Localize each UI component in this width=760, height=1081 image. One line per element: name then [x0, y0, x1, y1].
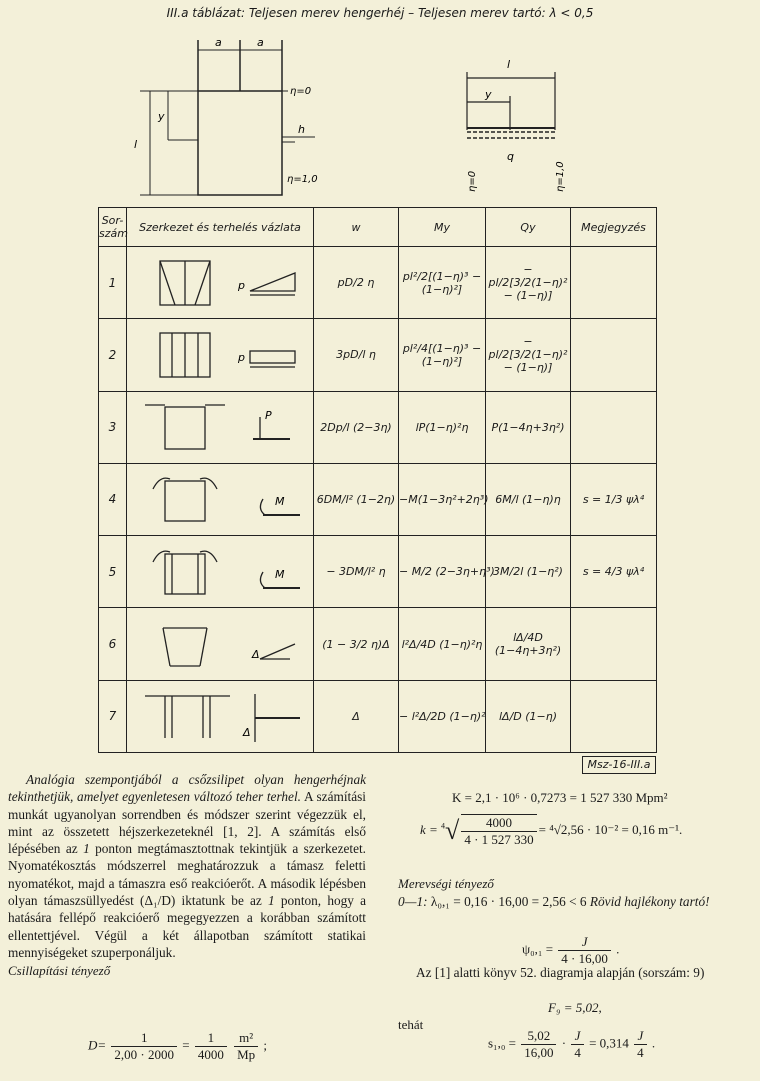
qy-formula: lΔ/D (1−η): [486, 680, 571, 752]
word-tehat: tehát: [398, 1017, 424, 1032]
row-sketch: [127, 463, 314, 535]
dim-y-right: y: [485, 88, 492, 101]
row-number: 1: [99, 247, 127, 319]
eta-one-label: η=1,0: [287, 174, 318, 185]
denominator: 4: [574, 1045, 581, 1060]
table-row: [99, 319, 657, 391]
load-label: M: [275, 567, 285, 581]
header-sketch: Szerkezet és terhelés vázlata: [127, 208, 314, 247]
w-formula: 6DM/l² (1−2η): [314, 463, 399, 535]
note: [571, 247, 657, 319]
row-sketch: [127, 319, 314, 391]
load-label: Δ: [252, 648, 260, 662]
eta-one-right: η=1,0: [555, 161, 566, 192]
row-number: 5: [99, 536, 127, 608]
qy-formula: 6M/l (1−η)η: [486, 463, 571, 535]
eq-k-frac: [461, 814, 536, 848]
equals: =: [182, 1037, 190, 1053]
equation-D: [88, 1030, 267, 1063]
table-header-row: [99, 208, 657, 247]
sketch-7: [135, 686, 305, 746]
my-formula: −M(1−3η²+2η³): [399, 463, 486, 535]
denominator: 4: [637, 1045, 644, 1060]
w-formula: 3pD/l η: [314, 319, 399, 391]
my-formula: pl²/2[(1−η)³ − (1−η)²]: [399, 247, 486, 319]
row-sketch: [127, 391, 314, 463]
load-label: p: [238, 278, 245, 292]
denominator: 2,00 · 2000: [114, 1047, 175, 1062]
header-qy: Qy: [486, 208, 571, 247]
eq-k-lhs: k =: [420, 821, 438, 837]
eq-s-frac-3: [634, 1028, 647, 1061]
table-row: [99, 680, 657, 752]
sketch-1: [135, 253, 305, 313]
paragraph-1-text: A számítási munkát ugyanolyan sorrendben és módszer szerint végezzük el, mint az összetett héjszerkezeteknél [1, 2]. A számítás első lépésében az: [8, 789, 366, 857]
equals-value: = 0,314: [589, 1035, 629, 1051]
row-number: 2: [99, 319, 127, 391]
root-index: 4: [441, 821, 446, 831]
my-formula: l²Δ/4D (1−η)²η: [399, 608, 486, 680]
row-sketch: [127, 247, 314, 319]
numerator: J: [571, 1028, 584, 1045]
numerator: 4000: [461, 815, 536, 832]
numerator: 1: [111, 1030, 177, 1047]
paragraph-1-text-2: ponton megtámasztottnak tekintjük a szerkezetet. Nyomatékosztás módszerrel meghatározzuk a támasz feletti nyomatékot, majd a támaszra eső reakcióerőt. A második lépésben olyan támaszsüllyedést (Δ₁/D) iktatunk be az: [8, 841, 367, 909]
times: ·: [561, 1035, 567, 1051]
numerator: J: [634, 1028, 647, 1045]
formula-table: [98, 207, 657, 753]
short-flexible-note: Rövid hajlékony tartó!: [589, 894, 710, 909]
eq-D-frac-2: [195, 1030, 227, 1063]
eq-s-lhs: s₁,₀ =: [488, 1035, 516, 1051]
w-formula: pD/2 η: [314, 247, 399, 319]
my-formula: lP(1−η)²η: [399, 391, 486, 463]
load-q: q: [507, 150, 514, 163]
dim-l: l: [134, 138, 138, 151]
my-formula: pl²/4[(1−η)³ − (1−η)²]: [399, 319, 486, 391]
note: [571, 319, 657, 391]
period: .: [616, 941, 620, 957]
eq-D-lhs: D=: [88, 1037, 107, 1053]
row-number: 3: [99, 391, 127, 463]
denominator: 4 · 16,00: [561, 951, 608, 966]
eq-s-frac-2: [571, 1028, 584, 1061]
sketch-5: [135, 542, 305, 602]
stiffness-heading: Merevségi tényező: [398, 876, 494, 891]
shell-sketch: [120, 30, 340, 200]
equation-k: [420, 814, 682, 848]
sketch-6: [135, 614, 305, 674]
dim-a-right: a: [257, 36, 264, 49]
w-formula: Δ: [314, 680, 399, 752]
header-w: w: [314, 208, 399, 247]
table-row: [99, 463, 657, 535]
load-label: Δ: [243, 726, 251, 740]
row-sketch: [127, 608, 314, 680]
paragraph-diagram: Az [1] alatti könyv 52. diagramja alapján (sorszám: 9): [416, 965, 705, 980]
w-formula: (1 − 3/2 η)Δ: [314, 608, 399, 680]
equation-F: F₉ = 5,02,: [548, 1000, 602, 1015]
my-formula: − l²Δ/2D (1−η)²: [399, 680, 486, 752]
row-number: 4: [99, 463, 127, 535]
table-row: [99, 608, 657, 680]
dim-h: h: [298, 123, 305, 136]
load-label: P: [265, 409, 272, 423]
denominator: 4 · 1 527 330: [464, 832, 534, 847]
note: [571, 608, 657, 680]
sketch-4: [135, 469, 305, 529]
left-column: [8, 771, 366, 980]
row-number: 7: [99, 680, 127, 752]
note: [571, 391, 657, 463]
eq-D-frac-3: [234, 1030, 258, 1063]
semicolon: ;: [263, 1037, 268, 1053]
dim-l-right: l: [507, 58, 511, 71]
beam-sketch: [455, 52, 585, 192]
numerator: J: [558, 934, 611, 951]
qy-formula: lΔ/4D (1−4η+3η²): [486, 608, 571, 680]
sketch-2: [135, 325, 305, 385]
stiffness-line: [398, 893, 758, 910]
note: [571, 680, 657, 752]
qy-formula: P(1−4η+3η²): [486, 391, 571, 463]
equation-K: K = 2,1 · 10⁶ · 0,7273 = 1 527 330 Mpm²: [452, 790, 668, 805]
header-my: My: [399, 208, 486, 247]
sketch-3: [135, 397, 305, 457]
eta-zero-label: η=0: [290, 86, 312, 97]
eq-s-frac-1: [521, 1028, 556, 1061]
table-row: [99, 247, 657, 319]
note: s = 4/3 ψλ⁴: [571, 536, 657, 608]
my-formula: − M/2 (2−3η+η³): [399, 536, 486, 608]
qy-formula: 3M/2l (1−η²): [486, 536, 571, 608]
eq-psi-frac: [558, 934, 611, 967]
numerator: 1: [195, 1030, 227, 1047]
dim-y: y: [158, 110, 165, 123]
standard-stamp: Msz-16-III.a: [582, 756, 656, 774]
denominator: 4000: [197, 1047, 224, 1062]
root-sign-icon: √: [445, 816, 460, 845]
load-label: M: [275, 495, 285, 509]
lambda-value: λ₀,₁ = 0,16 · 16,00 = 2,56 < 6: [430, 894, 587, 909]
equation-s: [488, 1028, 655, 1061]
qy-formula: − pl/2[3/2(1−η)² − (1−η)]: [486, 319, 571, 391]
numerator: m²: [234, 1030, 258, 1047]
table-row: [99, 391, 657, 463]
eq-psi-lhs: ψ₀,₁ =: [522, 941, 554, 957]
load-label: p: [238, 350, 245, 364]
row-number: 6: [99, 608, 127, 680]
w-formula: 2Dp/l (2−3η): [314, 391, 399, 463]
table-row: [99, 536, 657, 608]
dim-a-left: a: [215, 36, 222, 49]
denominator: Mp: [237, 1047, 256, 1062]
equation-psi: [522, 934, 619, 967]
row-sketch: [127, 680, 314, 752]
eq-D-frac-1: [111, 1030, 177, 1063]
header-note: Megjegyzés: [571, 208, 657, 247]
paragraph-1: [8, 771, 366, 961]
row-sketch: [127, 536, 314, 608]
point-one-2: 1: [268, 893, 275, 909]
segment-label: 0—1:: [398, 894, 428, 909]
period: .: [651, 1035, 656, 1051]
table-title: III.a táblázat: Teljesen merev hengerhéj – Teljesen merev tartó: λ < 0,5: [166, 6, 594, 20]
paragraph-1-italic: Analógia szempontjából a csőzsilipet olyan hengerhéjnak tekinthetjük, amelyet egyenletesen változó teher terhel.: [8, 772, 366, 805]
denominator: 16,00: [524, 1045, 554, 1060]
paragraph-1-text-3: ponton, hogy a hatására fellépő reakcióerő megegyezzen a korábban számított ellentettjével. Végül a két állapotban számított statikai mennyiségeket szuperponáljuk.: [8, 893, 366, 960]
point-one: 1: [83, 841, 90, 857]
w-formula: − 3DM/l² η: [314, 536, 399, 608]
header-sorszam: Sor-szám: [99, 208, 127, 247]
numerator: 5,02: [521, 1028, 556, 1045]
eta-zero-right: η=0: [467, 170, 478, 192]
note: s = 1/3 ψλ⁴: [571, 463, 657, 535]
eq-k-rhs: = ⁴√2,56 · 10⁻² = 0,16 m⁻¹.: [538, 821, 683, 837]
damping-heading: Csillapítási tényező: [8, 963, 111, 979]
qy-formula: − pl/2[3/2(1−η)² − (1−η)]: [486, 247, 571, 319]
